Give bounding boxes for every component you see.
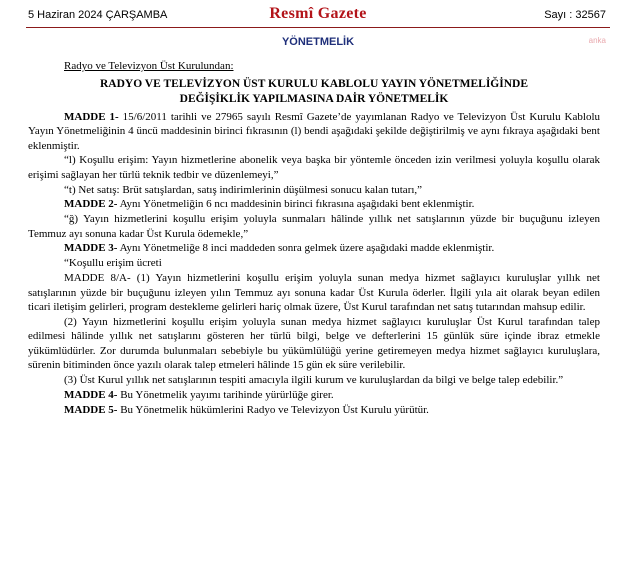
document-body (28, 59, 600, 418)
gazette-header (0, 0, 636, 30)
section-title: YÖNETMELİK (281, 36, 355, 48)
article-1 (28, 110, 600, 154)
article-8a-paragraph-3: (3) Üst Kurul yıllık net satışlarının tespiti amacıyla ilgili kurum ve kuruluşlardan da bilgi ve belge talep edebilir.” (64, 374, 564, 387)
article-4-label: MADDE 4- (64, 388, 118, 401)
article-4 (28, 388, 600, 403)
article-5-label: MADDE 5- (64, 403, 118, 416)
title-line-2: DEĞİŞİKLİK YAPILMASINA DAİR YÖNETMELİK (179, 92, 449, 105)
article-1-text: 15/6/2011 tarihli ve 27965 sayılı Resmî Gazete’de yayımlanan Radyo ve Televizyon Üst Kurulu Kablolu Yayın Yönetmeliğinin 4 üncü maddesinin birinci fıkrasının (l) bendi aşağıdaki şekilde değiştirilmiş ve aynı fıkraya aşağıdaki bent eklenmiştir. (28, 110, 600, 152)
watermark: anka (588, 36, 606, 45)
article-1-label: MADDE 1- (64, 110, 119, 123)
article-2-clause-g: “ğ) Yayın hizmetlerini koşullu erişim yoluyla sunmaları hâlinde yıllık net satışlarının yüzde bir buçuğunu izleyen Temmuz ayı sonuna kadar Üst Kurula ödemekle,” (28, 213, 600, 240)
article-3-text: Aynı Yönetmeliğe 8 inci maddeden sonra gelmek üzere aşağıdaki madde eklenmiştir. (117, 242, 495, 255)
regulation-title (28, 77, 600, 107)
article-1-clause-l: “l) Koşullu erişim: Yayın hizmetlerine abonelik veya başka bir yöntemle önceden izin verilmesi yoluyla koşullu olarak erişimi sağlayan her türlü teknik tedbir ve düzenlemeyi,” (28, 154, 600, 181)
title-line-1: RADYO VE TELEVİZYON ÜST KURULU KABLOLU YAYIN YÖNETMELİĞİNDE (99, 77, 529, 90)
article-2-label: MADDE 2- (64, 198, 118, 211)
article-4-text: Bu Yönetmelik yayımı tarihinde yürürlüğe girer. (117, 388, 334, 401)
article-5 (28, 403, 600, 418)
article-8a-paragraph-2: (2) Yayın hizmetlerini koşullu erişim yoluyla sunan medya hizmet sağlayıcı kuruluşlar Üst Kurul tarafından talep edilmesi hâlinde yıllık net satışlarını gösteren her türlü bilgi, belge ve defterlerini 15 günlük süre içinde ibraz etmekle yükümlüdürler. Zor durumda bulunmaları sebebiyle bu yükümlülüğü yerine getiremeyen medya hizmet sağlayıcı kuruluşlara, sürenin bitiminden önce yazılı olarak talep etmeleri hâlinde 15 gün ek süre verilebilir. (28, 315, 600, 372)
article-2-text: Aynı Yönetmeliğin 6 ncı maddesinin birinci fıkrasına aşağıdaki bent eklenmiştir. (117, 198, 475, 211)
article-5-text: Bu Yönetmelik hükümlerini Radyo ve Televizyon Üst Kurulu yürütür. (117, 403, 429, 416)
article-8a-paragraph-1: MADDE 8/A- (1) Yayın hizmetlerini koşullu erişim yoluyla sunan medya hizmet sağlayıcı kuruluşlar yıllık net satışlarının yüzde bir buçuğunu izleyen yılın Temmuz ayı sonuna kadar Üst Kurula öderler. İlgili yıla ait olarak beyan edilen ticari iletişim gelirleri, program destekleme gelirleri hariç olmak üzere, Üst Kurul tarafından net satış tutarından mahsup edilir. (28, 272, 600, 314)
issuer: Radyo ve Televizyon Üst Kurulundan: (64, 60, 234, 72)
issue-number: Sayı : 32567 (544, 9, 606, 21)
article-8a-heading: “Koşullu erişim ücreti (64, 257, 162, 270)
article-3 (28, 241, 600, 256)
issue-date: 5 Haziran 2024 ÇARŞAMBA (28, 9, 168, 21)
article-3-label: MADDE 3- (64, 242, 118, 255)
article-1-clause-t: “t) Net satış: Brüt satışlardan, satış indirimlerinin düşülmesi sonucu kalan tutarı,” (64, 183, 423, 196)
article-2 (28, 197, 600, 212)
header-divider (26, 27, 610, 28)
gazette-title: Resmî Gazete (269, 5, 367, 22)
